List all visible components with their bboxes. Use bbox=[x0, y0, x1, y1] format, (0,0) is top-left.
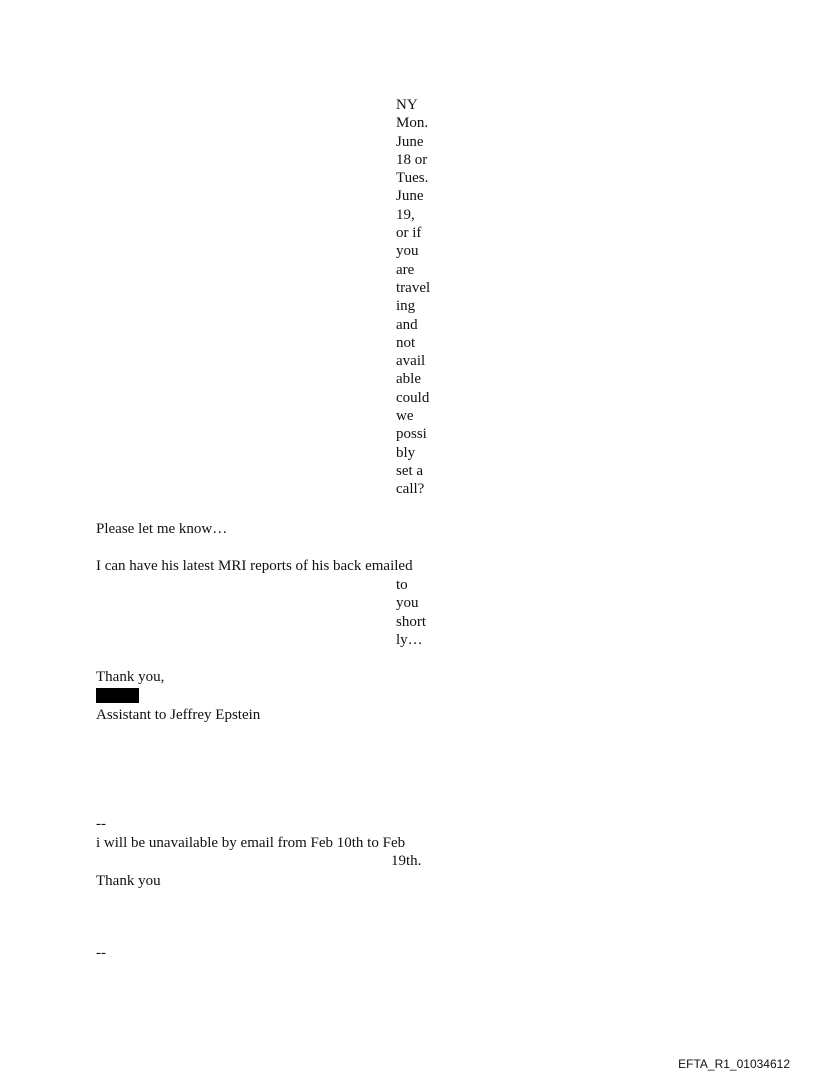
column-word: you bbox=[396, 595, 419, 612]
separator-dashes-2: -- bbox=[96, 945, 106, 961]
column-word: NY bbox=[396, 97, 418, 113]
column-word: you bbox=[396, 243, 419, 260]
column-word: Tues. bbox=[396, 170, 429, 187]
column-word: June bbox=[396, 188, 424, 205]
column-word: call? bbox=[396, 481, 425, 498]
please-let-me-know: Please let me know… bbox=[96, 521, 228, 537]
column-word: set a bbox=[396, 462, 424, 479]
mri-line: I can have his latest MRI reports of his back emailed bbox=[96, 558, 413, 574]
closing-thank-you: Thank you, bbox=[96, 669, 165, 685]
redaction-box bbox=[96, 688, 139, 703]
column-word: short bbox=[396, 613, 426, 630]
wrapped-message-column bbox=[396, 96, 430, 499]
mri-wrapped-tail bbox=[396, 576, 426, 649]
column-word: June bbox=[396, 133, 424, 150]
column-word: 19, bbox=[396, 206, 415, 223]
column-word: are bbox=[396, 261, 415, 278]
column-word: avail bbox=[396, 353, 426, 370]
column-word: or if bbox=[396, 225, 422, 242]
column-word: Mon. bbox=[396, 115, 429, 132]
column-word: not bbox=[396, 334, 416, 351]
column-word: possi bbox=[396, 426, 427, 443]
column-word: able bbox=[396, 371, 421, 388]
separator-dashes: -- bbox=[96, 816, 106, 832]
column-word: to bbox=[396, 577, 408, 593]
column-word: ing bbox=[396, 298, 416, 315]
column-word: bly bbox=[396, 444, 416, 461]
column-word: and bbox=[396, 316, 418, 333]
second-thank-you: Thank you bbox=[96, 873, 161, 889]
column-word: 18 or bbox=[396, 151, 428, 168]
unavailable-notice: i will be unavailable by email from Feb 10th to Feb bbox=[96, 835, 406, 851]
document-id-footer: EFTA_R1_01034612 bbox=[678, 1057, 790, 1071]
column-word: travel bbox=[396, 279, 431, 296]
column-word: ly… bbox=[396, 631, 423, 648]
signature-title: Assistant to Jeffrey Epstein bbox=[96, 707, 261, 723]
column-word: we bbox=[396, 408, 414, 425]
unavailable-notice-tail: 19th. bbox=[391, 853, 422, 869]
column-word: could bbox=[396, 389, 430, 406]
